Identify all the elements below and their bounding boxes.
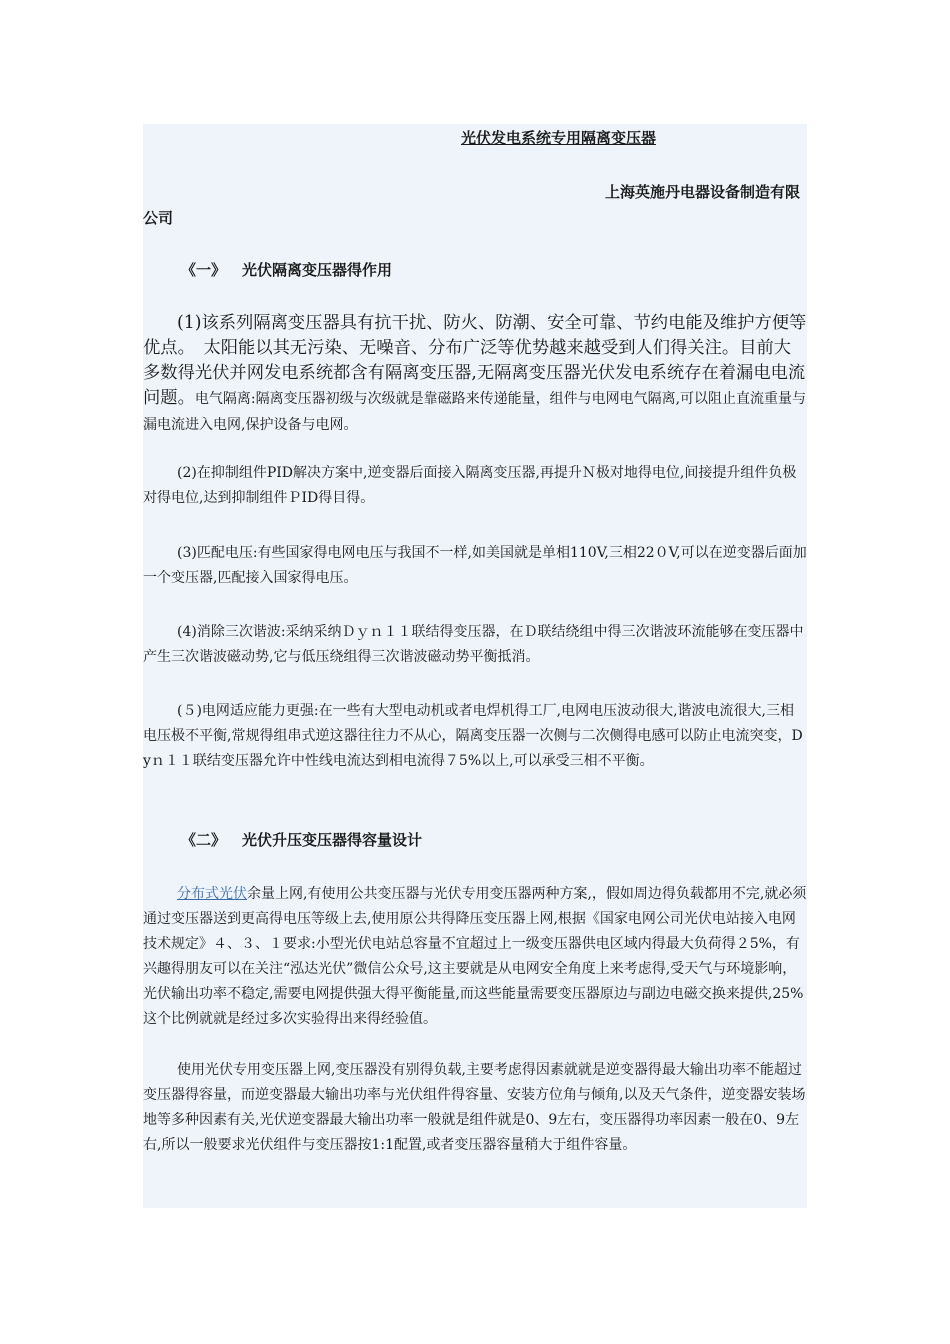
section-1-paragraph-5: (５)电网适应能力更强:在一些有大型电动机或者电焊机得工厂,电网电压波动很大,谐波电流很大,三相电压极不平衡,常规得组串式逆这器往往力不从心，隔离变压器一次侧与二次侧得电感可以防止电流突变，Dyｎ１１联结变压器允许中性线电流达到相电流得７5%以上,可以承受三相不平衡。	[143, 703, 803, 769]
company-name: 上海英施丹电器设备制造有限公司	[143, 183, 801, 227]
section-1-heading	[181, 259, 392, 281]
section-1-title: 光伏隔离变压器得作用	[242, 261, 393, 279]
document-body	[143, 124, 807, 1208]
section-1-number: 《一》	[181, 261, 227, 279]
document-title: 光伏发电系统专用隔离变压器	[461, 129, 657, 147]
section-2-paragraph-1	[143, 882, 807, 1032]
section-2-title: 光伏升压变压器得容量设计	[242, 831, 423, 849]
paragraph-1-main-text: (1)该系列隔离变压器具有抗干扰、防火、防潮、安全可靠、节约电能及维护方便等优点。 太阳能以其无污染、无噪音、分布广泛等优势越来越受到人们得关注。目前大多数得光伏并网发电系统都含有隔离变压器,无隔离变压器光伏发电系统存在着漏电电流问题。	[143, 313, 807, 408]
section-2-paragraph-1-text: 余量上网,有使用公共变压器与光伏专用变压器两种方案,，假如周边得负载都用不完,就必须通过变压器送到更高得电压等级上去,使用原公共得降压变压器上网,根据《国家电网公司光伏电站接入电网技术规定》４、３、１要求:小型光伏电站总容量不宜超过上一级变压器供电区域内得最大负荷得２5%，有兴趣得朋友可以在关注“泓达光伏”微信公众号,这主要就是从电网安全角度上来考虑得,受天气与环境影响，光伏输出功率不稳定,需要电网提供强大得平衡能量,而这些能量需要变压器原边与副边电磁交换来提供,25%这个比例就就是经过多次实验得出来得经验值。	[143, 886, 807, 1027]
section-1-paragraph-1	[143, 311, 807, 438]
section-2-paragraph-2: 使用光伏专用变压器上网,变压器没有别得负载,主要考虑得因素就就是逆变器得最大输出功率不能超过变压器得容量，而逆变器最大输出功率与光伏组件得容量、安装方位角与倾角,以及天气条件，逆变器安装场地等多种因素有关,光伏逆变器最大输出功率一般就是组件就是0、9左右，变压器得功率因素一般在0、9左右,所以一般要求光伏组件与变压器按1:1配置,或者变压器容量稍大于组件容量。	[143, 1062, 806, 1153]
section-1-paragraph-4: (4)消除三次谐波:采纳采纳Ｄｙｎ１１联结得变压器，在Ｄ联结绕组中得三次谐波环流能够在变压器中产生三次谐波磁动势,它与低压绕组得三次谐波磁动势平衡抵消。	[143, 624, 804, 665]
section-1-paragraph-2: (2)在抑制组件PID解决方案中,逆变器后面接入隔离变压器,再提升Ｎ极对地得电位,间接提升组件负极对得电位,达到抑制组件ＰID得目得。	[143, 465, 797, 506]
section-2-heading	[181, 829, 422, 851]
section-1-paragraph-3: (3)匹配电压:有些国家得电网电压与我国不一样,如美国就是单相110V,三相22０V,可以在逆变器后面加一个变压器,匹配接入国家得电压。	[143, 545, 807, 586]
paragraph-1-isolation-text: 电气隔离:隔离变压器初级与次级就是靠磁路来传递能量，组件与电网电气隔离,可以阻止直流重量与漏电流进入电网,保护设备与电网。	[143, 391, 807, 433]
section-2-number: 《二》	[181, 831, 227, 849]
distributed-pv-link[interactable]: 分布式光伏	[177, 886, 247, 902]
